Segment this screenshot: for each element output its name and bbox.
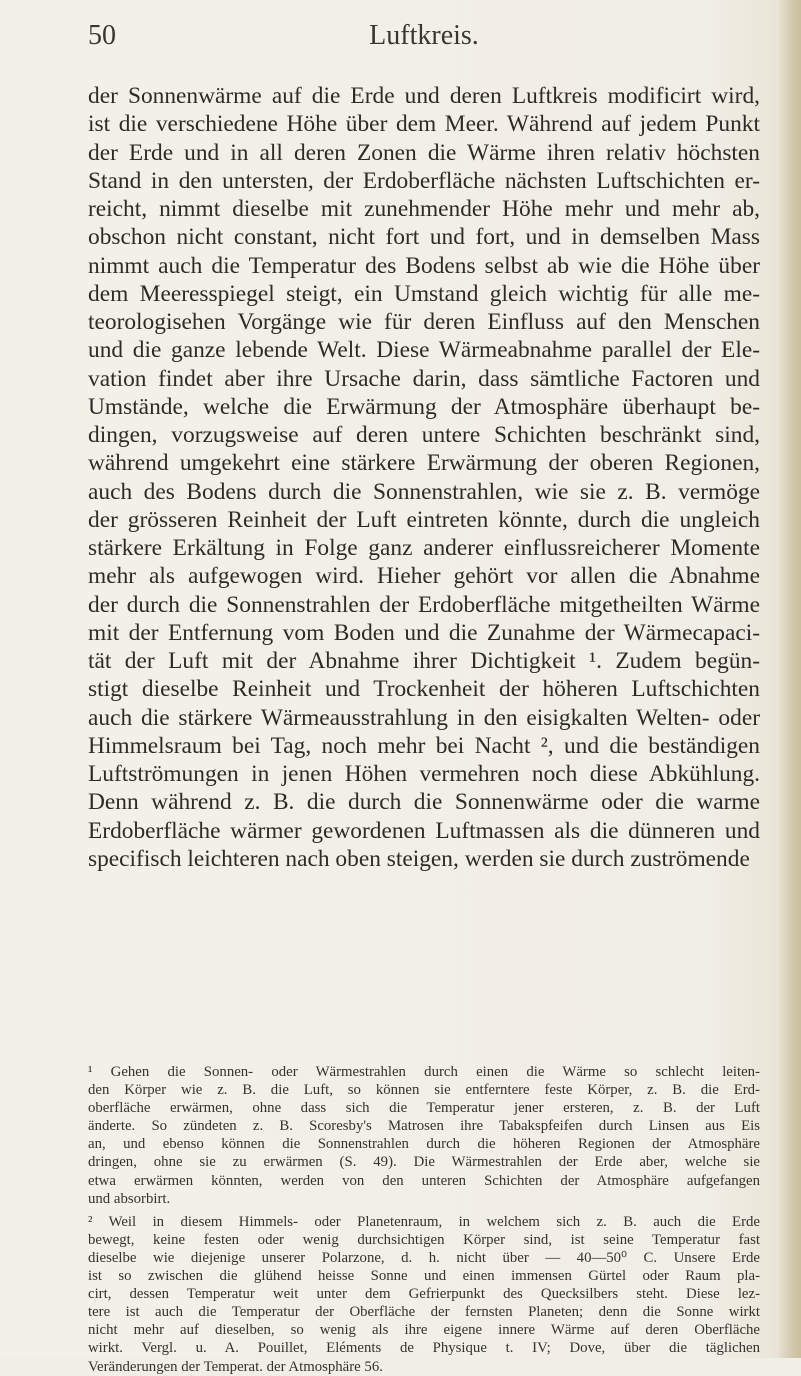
- body-line: während umgekehrt eine stärkere Erwärmung der oberen Regionen,: [88, 450, 760, 477]
- footnote-line: cirt, dessen Temperatur weit unter dem Gefrierpunkt des Quecksilbers steht. Diese lez-: [88, 1286, 760, 1303]
- body-line: stärkere Erkältung in Folge ganz anderer einflussreicherer Momente: [88, 535, 760, 561]
- body-line: der Sonnenwärme auf die Erde und deren Luftkreis modificirt wird,: [88, 83, 760, 109]
- footnote-line: den Körper wie z. B. die Luft, so können sie entferntere feste Körper, z. B. die Erd-: [88, 1082, 760, 1099]
- page-number: 50: [88, 20, 116, 51]
- body-line: Luftströmungen in jenen Höhen vermehren noch diese Abkühlung.: [88, 761, 760, 787]
- body-line: vation findet aber ihre Ursache darin, dass sämtliche Factoren und: [88, 365, 760, 392]
- body-line: teorologisehen Vorgänge wie für deren Einfluss auf den Menschen: [88, 309, 760, 335]
- body-line: Himmelsraum bei Tag, noch mehr bei Nacht ², und die beständigen: [88, 732, 760, 759]
- body-line: specifisch leichteren nach oben steigen, werden sie durch zuströmende: [88, 845, 750, 872]
- footnote-line: nicht mehr auf dieselben, so wenig als ihre eigene innere Wärme auf deren Oberfläche: [88, 1322, 760, 1339]
- footnote-line: ² Weil in diesem Himmels- oder Planetenraum, in welchem sich z. B. auch die Erde: [88, 1213, 760, 1230]
- body-line: Erdoberfläche wärmer gewordenen Luftmassen als die dünneren und: [88, 817, 760, 844]
- body-line: dingen, vorzugsweise auf deren untere Schichten beschränkt sind,: [88, 422, 760, 448]
- running-head: Luftkreis.: [369, 20, 479, 51]
- body-line: der grösseren Reinheit der Luft eintreten könnte, durch die ungleich: [88, 506, 760, 533]
- footnote-line: oberfläche erwärmen, ohne dass sich die Temperatur jener ersteren, z. B. der Luft: [88, 1100, 760, 1117]
- body-line: Denn während z. B. die durch die Sonnenwärme oder die warme: [88, 789, 760, 816]
- body-line: mit der Entfernung vom Boden und die Zunahme der Wärmecapaci-: [88, 619, 760, 646]
- body-line: nimmt auch die Temperatur des Bodens selbst ab wie die Höhe über: [88, 252, 760, 279]
- footnote-line: dieselbe wie diejenige unserer Polarzone, d. h. nicht über — 40—50⁰ C. Unsere Erde: [88, 1249, 760, 1266]
- footnote-line: bewegt, keine festen oder wenig durchsichtigen Körper sind, ist seine Temperatur fast: [88, 1231, 760, 1248]
- body-line: tät der Luft mit der Abnahme ihrer Dichtigkeit ¹. Zudem begün-: [88, 648, 760, 674]
- body-line: mehr als aufgewogen wird. Hieher gehört vor allen die Abnahme: [88, 563, 760, 590]
- footnotes: [88, 1063, 760, 1376]
- footnote-line: ist so zwischen die glühend heisse Sonne und einen immensen Gürtel oder Raum pla-: [88, 1268, 760, 1285]
- footnote-line: und absorbirt.: [88, 1190, 171, 1207]
- body-line: Umstände, welche die Erwärmung der Atmosphäre überhaupt be-: [88, 393, 760, 420]
- body-line: Stand in den untersten, der Erdoberfläche nächsten Luftschichten er-: [88, 167, 760, 194]
- body-line: der durch die Sonnenstrahlen der Erdoberfläche mitgetheilten Wärme: [88, 591, 760, 618]
- footnote-line: dringen, ohne sie zu erwärmen (S. 49). Die Wärmestrahlen der Erde aber, welche sie: [88, 1154, 760, 1171]
- footnote-line: ¹ Gehen die Sonnen- oder Wärmestrahlen durch einen die Wärme so schlecht leiten-: [88, 1064, 760, 1080]
- body-text: [88, 82, 760, 873]
- footnote-line: änderte. So zündeten z. B. Scoresby's Matrosen ihre Tabakspfeifen durch Linsen aus Eis: [88, 1118, 760, 1135]
- body-line: dem Meeresspiegel steigt, ein Umstand gleich wichtig für alle me-: [88, 280, 760, 307]
- footnote-line: an, und ebenso können die Sonnenstrahlen durch die höheren Regionen der Atmosphäre: [88, 1136, 760, 1153]
- page-header: [88, 20, 760, 60]
- footnote-line: Veränderungen der Temperat. der Atmosphäre 56.: [88, 1358, 383, 1375]
- book-spine-edge: [779, 0, 801, 1358]
- body-line: der Erde und in all deren Zonen die Wärme ihren relativ höchsten: [88, 139, 760, 166]
- footnote-1: [88, 1063, 760, 1208]
- body-line: auch des Bodens durch die Sonnenstrahlen, wie sie z. B. vermöge: [88, 478, 760, 505]
- footnote-2: [88, 1213, 760, 1376]
- body-line: reicht, nimmt dieselbe mit zunehmender Höhe mehr und mehr ab,: [88, 196, 760, 222]
- body-line: stigt dieselbe Reinheit und Trockenheit der höheren Luftschichten: [88, 676, 760, 703]
- body-line: auch die stärkere Wärmeausstrahlung in den eisigkalten Welten- oder: [88, 704, 760, 731]
- footnote-line: wirkt. Vergl. u. A. Pouillet, Eléments de Physique t. IV; Dove, über die täglichen: [88, 1340, 760, 1357]
- body-line: obschon nicht constant, nicht fort und fort, und in demselben Mass: [88, 224, 760, 251]
- body-line: und die ganze lebende Welt. Diese Wärmeabnahme parallel der Ele-: [88, 337, 760, 364]
- body-line: ist die verschiedene Höhe über dem Meer. Während auf jedem Punkt: [88, 111, 760, 138]
- footnote-line: tere ist auch die Temperatur der Oberfläche der fernsten Planeten; denn die Sonne wirkt: [88, 1304, 760, 1321]
- footnote-line: etwa erwärmen könnten, werden von den unteren Schichten der Atmosphäre aufgefangen: [88, 1172, 760, 1189]
